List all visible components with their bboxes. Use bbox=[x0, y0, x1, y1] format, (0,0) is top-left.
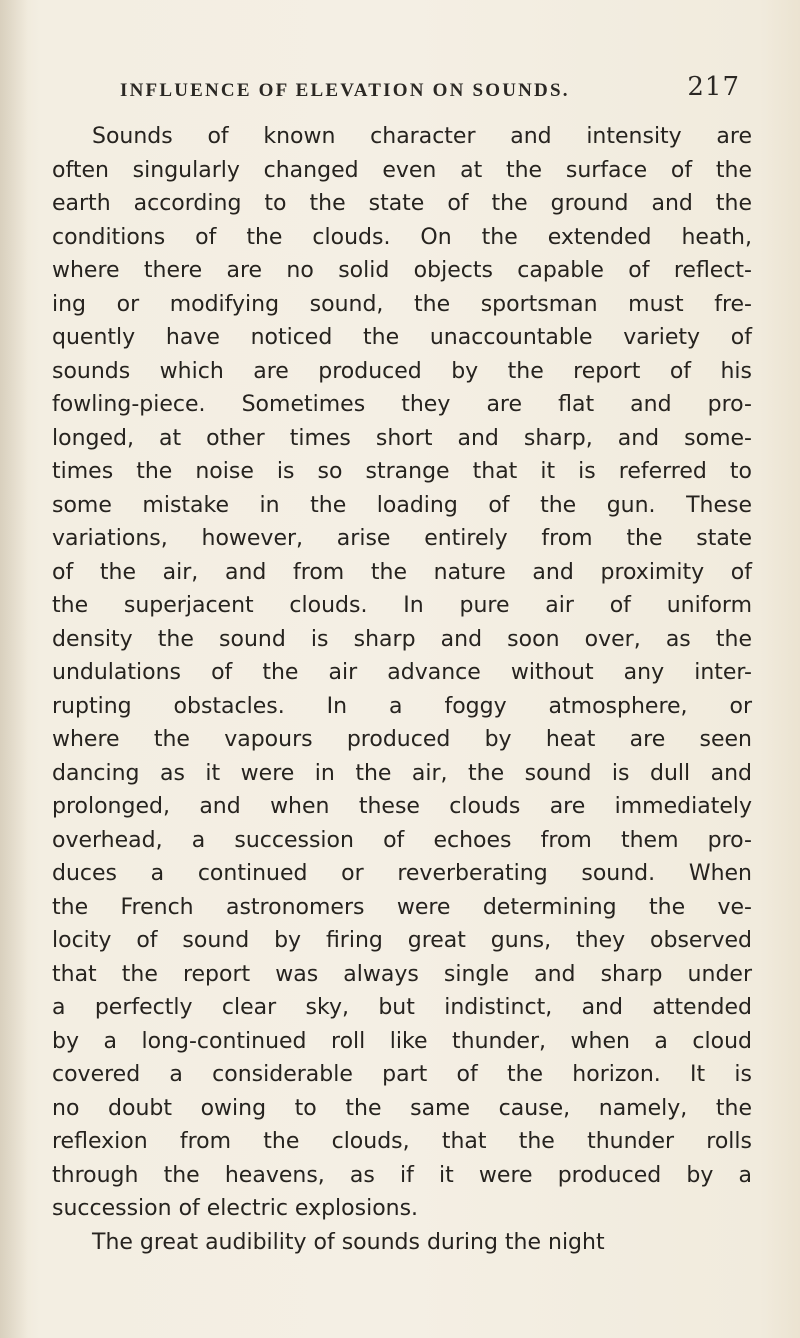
text-line: where the vapours produced by heat are seen bbox=[52, 727, 752, 752]
text-line: times the noise is so strange that it is referred to bbox=[52, 459, 752, 484]
text-line: prolonged, and when these clouds are immediately bbox=[52, 794, 752, 819]
text-line: the superjacent clouds. In pure air of uniform bbox=[52, 593, 752, 618]
text-line: dancing as it were in the air, the sound is dull and bbox=[52, 760, 752, 786]
text-line: no doubt owing to the same cause, namely, the bbox=[52, 1095, 752, 1121]
text-line: often singularly changed even at the surface of the bbox=[52, 157, 752, 183]
text-line: locity of sound by firing great guns, they observed bbox=[52, 928, 752, 953]
text-line: by a long-continued roll like thunder, when a cloud bbox=[52, 1028, 752, 1054]
text-line: density the sound is sharp and soon over, as the bbox=[52, 626, 752, 652]
text-line: through the heavens, as if it were produced by a bbox=[52, 1162, 752, 1188]
text-line: duces a continued or reverberating sound. When bbox=[52, 861, 752, 886]
page-header bbox=[120, 72, 740, 112]
text-line: earth according to the state of the ground and the bbox=[52, 191, 752, 216]
text-line: quently have noticed the unaccountable variety of bbox=[52, 325, 752, 350]
text-line: Sounds of known character and intensity are bbox=[92, 124, 752, 149]
text-line: longed, at other times short and sharp, and some- bbox=[52, 425, 752, 451]
text-line: covered a considerable part of the horizon. It is bbox=[52, 1062, 752, 1087]
text-line: variations, however, arise entirely from the state bbox=[52, 526, 752, 551]
running-head: INFLUENCE OF ELEVATION ON SOUNDS. bbox=[120, 80, 570, 101]
page-edge-shadow bbox=[0, 0, 28, 1338]
text-line: ing or modifying sound, the sportsman must fre- bbox=[52, 291, 752, 317]
text-line: a perfectly clear sky, but indistinct, and attended bbox=[52, 995, 752, 1020]
text-line: succession of electric explosions. bbox=[52, 1196, 419, 1221]
body-text bbox=[52, 120, 752, 1259]
text-line: overhead, a succession of echoes from them pro- bbox=[52, 827, 752, 853]
text-line: of the air, and from the nature and proximity of bbox=[52, 559, 752, 585]
page-number: 217 bbox=[687, 72, 740, 102]
text-line: reflexion from the clouds, that the thunder rolls bbox=[52, 1129, 752, 1154]
text-line: some mistake in the loading of the gun. These bbox=[52, 492, 752, 518]
text-line: conditions of the clouds. On the extended heath, bbox=[52, 224, 752, 250]
text-line: where there are no solid objects capable of reflect- bbox=[52, 258, 752, 283]
text-line: the French astronomers were determining the ve- bbox=[52, 894, 752, 920]
text-line: rupting obstacles. In a foggy atmosphere, or bbox=[52, 693, 752, 719]
text-line: that the report was always single and sharp under bbox=[52, 961, 752, 987]
text-line: The great audibility of sounds during the night bbox=[92, 1229, 605, 1255]
text-line: sounds which are produced by the report of his bbox=[52, 358, 752, 384]
text-line: fowling-piece. Sometimes they are flat and pro- bbox=[52, 392, 752, 417]
text-line: undulations of the air advance without any inter- bbox=[52, 660, 752, 685]
